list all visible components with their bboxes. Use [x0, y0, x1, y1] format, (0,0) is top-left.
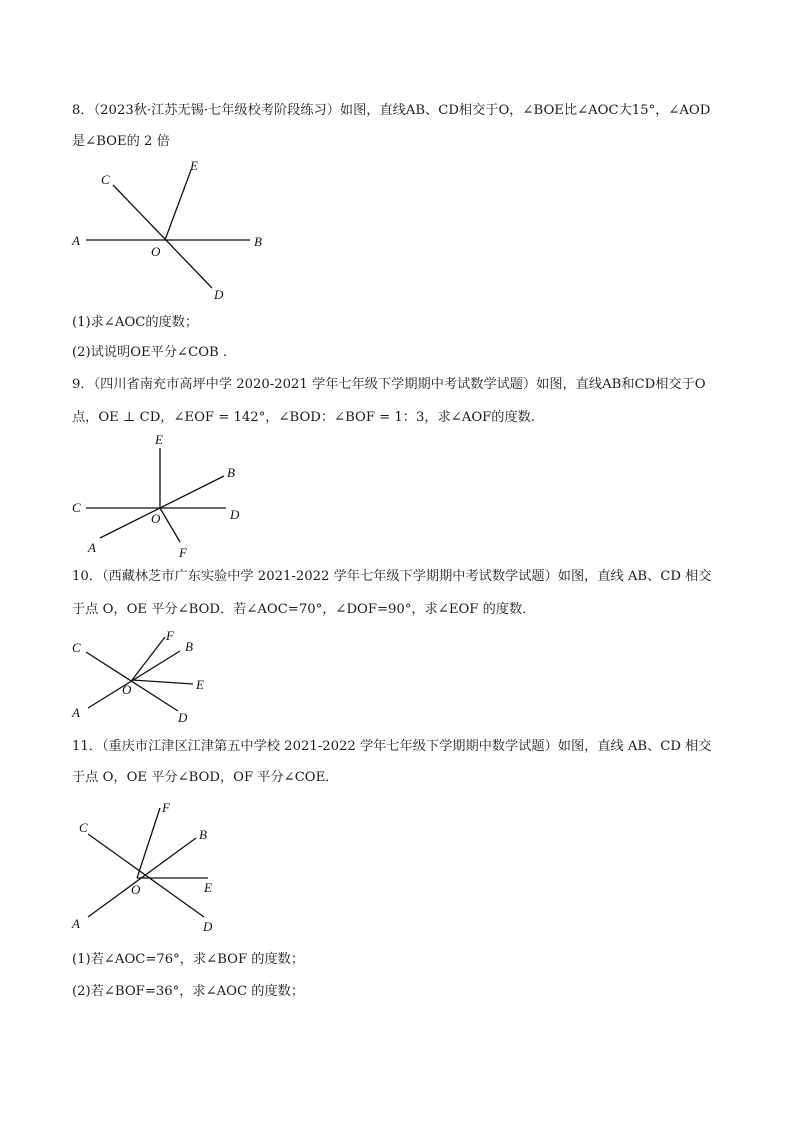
- q10-label-c: C: [72, 640, 81, 655]
- q11-label-e: E: [204, 880, 212, 895]
- q10-label-d: D: [178, 710, 188, 725]
- q8-label-o: O: [151, 244, 161, 259]
- q9-label-a: A: [88, 540, 96, 555]
- q9-label-b: B: [227, 465, 235, 480]
- q11-sub2: (2)若∠BOF=36°，求∠AOC 的度数；: [72, 984, 305, 999]
- q10-label-a: A: [72, 705, 80, 720]
- q11-sub1: (1)若∠AOC=76°，求∠BOF 的度数；: [72, 952, 305, 967]
- q10-label-f: F: [166, 628, 174, 643]
- q10-stem-line2: 于点 O，OE 平分∠BOD．若∠AOC=70°，∠DOF=90°，求∠EOF 的度数．: [72, 602, 536, 617]
- q11-label-o: O: [131, 882, 141, 897]
- q8-sub1: (1)求∠AOC的度数；: [72, 315, 199, 330]
- q11-label-c: C: [79, 820, 88, 835]
- q9-label-f: F: [179, 545, 187, 560]
- q9-label-d: D: [230, 507, 240, 522]
- q9-label-e: E: [155, 432, 163, 447]
- q11-label-f: F: [162, 800, 170, 815]
- q8-stem-line1: 8．（2023秋·江苏无锡·七年级校考阶段练习）如图，直线AB、CD相交于O，∠BOE比∠AOC大15°，∠AOD: [72, 103, 711, 118]
- q11-label-d: D: [203, 919, 213, 934]
- q8-label-b: B: [254, 234, 262, 249]
- q10-label-o: O: [122, 682, 132, 697]
- q9-stem-line2: 点，OE ⊥ CD，∠EOF = 142°，∠BOD：∠BOF = 1：3，求∠AOF的度数.: [72, 410, 536, 425]
- q9-label-o: O: [151, 511, 161, 526]
- q10-stem-line1: 10．（西藏林芝市广东实验中学 2021-2022 学年七年级下学期期中考试数学试题）如图，直线 AB、CD 相交: [72, 569, 712, 584]
- q8-label-c: C: [101, 172, 110, 187]
- q11-label-b: B: [199, 827, 207, 842]
- q8-label-d: D: [214, 287, 224, 302]
- q9-label-c: C: [72, 500, 81, 515]
- q8-sub2: (2)试说明OE平分∠COB .: [72, 345, 228, 360]
- q11-label-a: A: [72, 916, 80, 931]
- q11-stem-line1: 11．（重庆市江津区江津第五中学校 2021-2022 学年七年级下学期期中数学试题）如图，直线 AB、CD 相交: [72, 739, 712, 754]
- q11-stem-line2: 于点 O，OE 平分∠BOD，OF 平分∠COE．: [72, 770, 339, 785]
- q8-stem-line2: 是∠BOE的 2 倍: [72, 134, 170, 149]
- q8-label-e: E: [190, 158, 198, 173]
- q10-label-e: E: [196, 677, 204, 692]
- q10-label-b: B: [185, 639, 193, 654]
- q9-stem-line1: 9．（四川省南充市高坪中学 2020-2021 学年七年级下学期期中考试数学试题）如图，直线AB和CD相交于O: [72, 377, 706, 392]
- q8-label-a: A: [72, 233, 80, 248]
